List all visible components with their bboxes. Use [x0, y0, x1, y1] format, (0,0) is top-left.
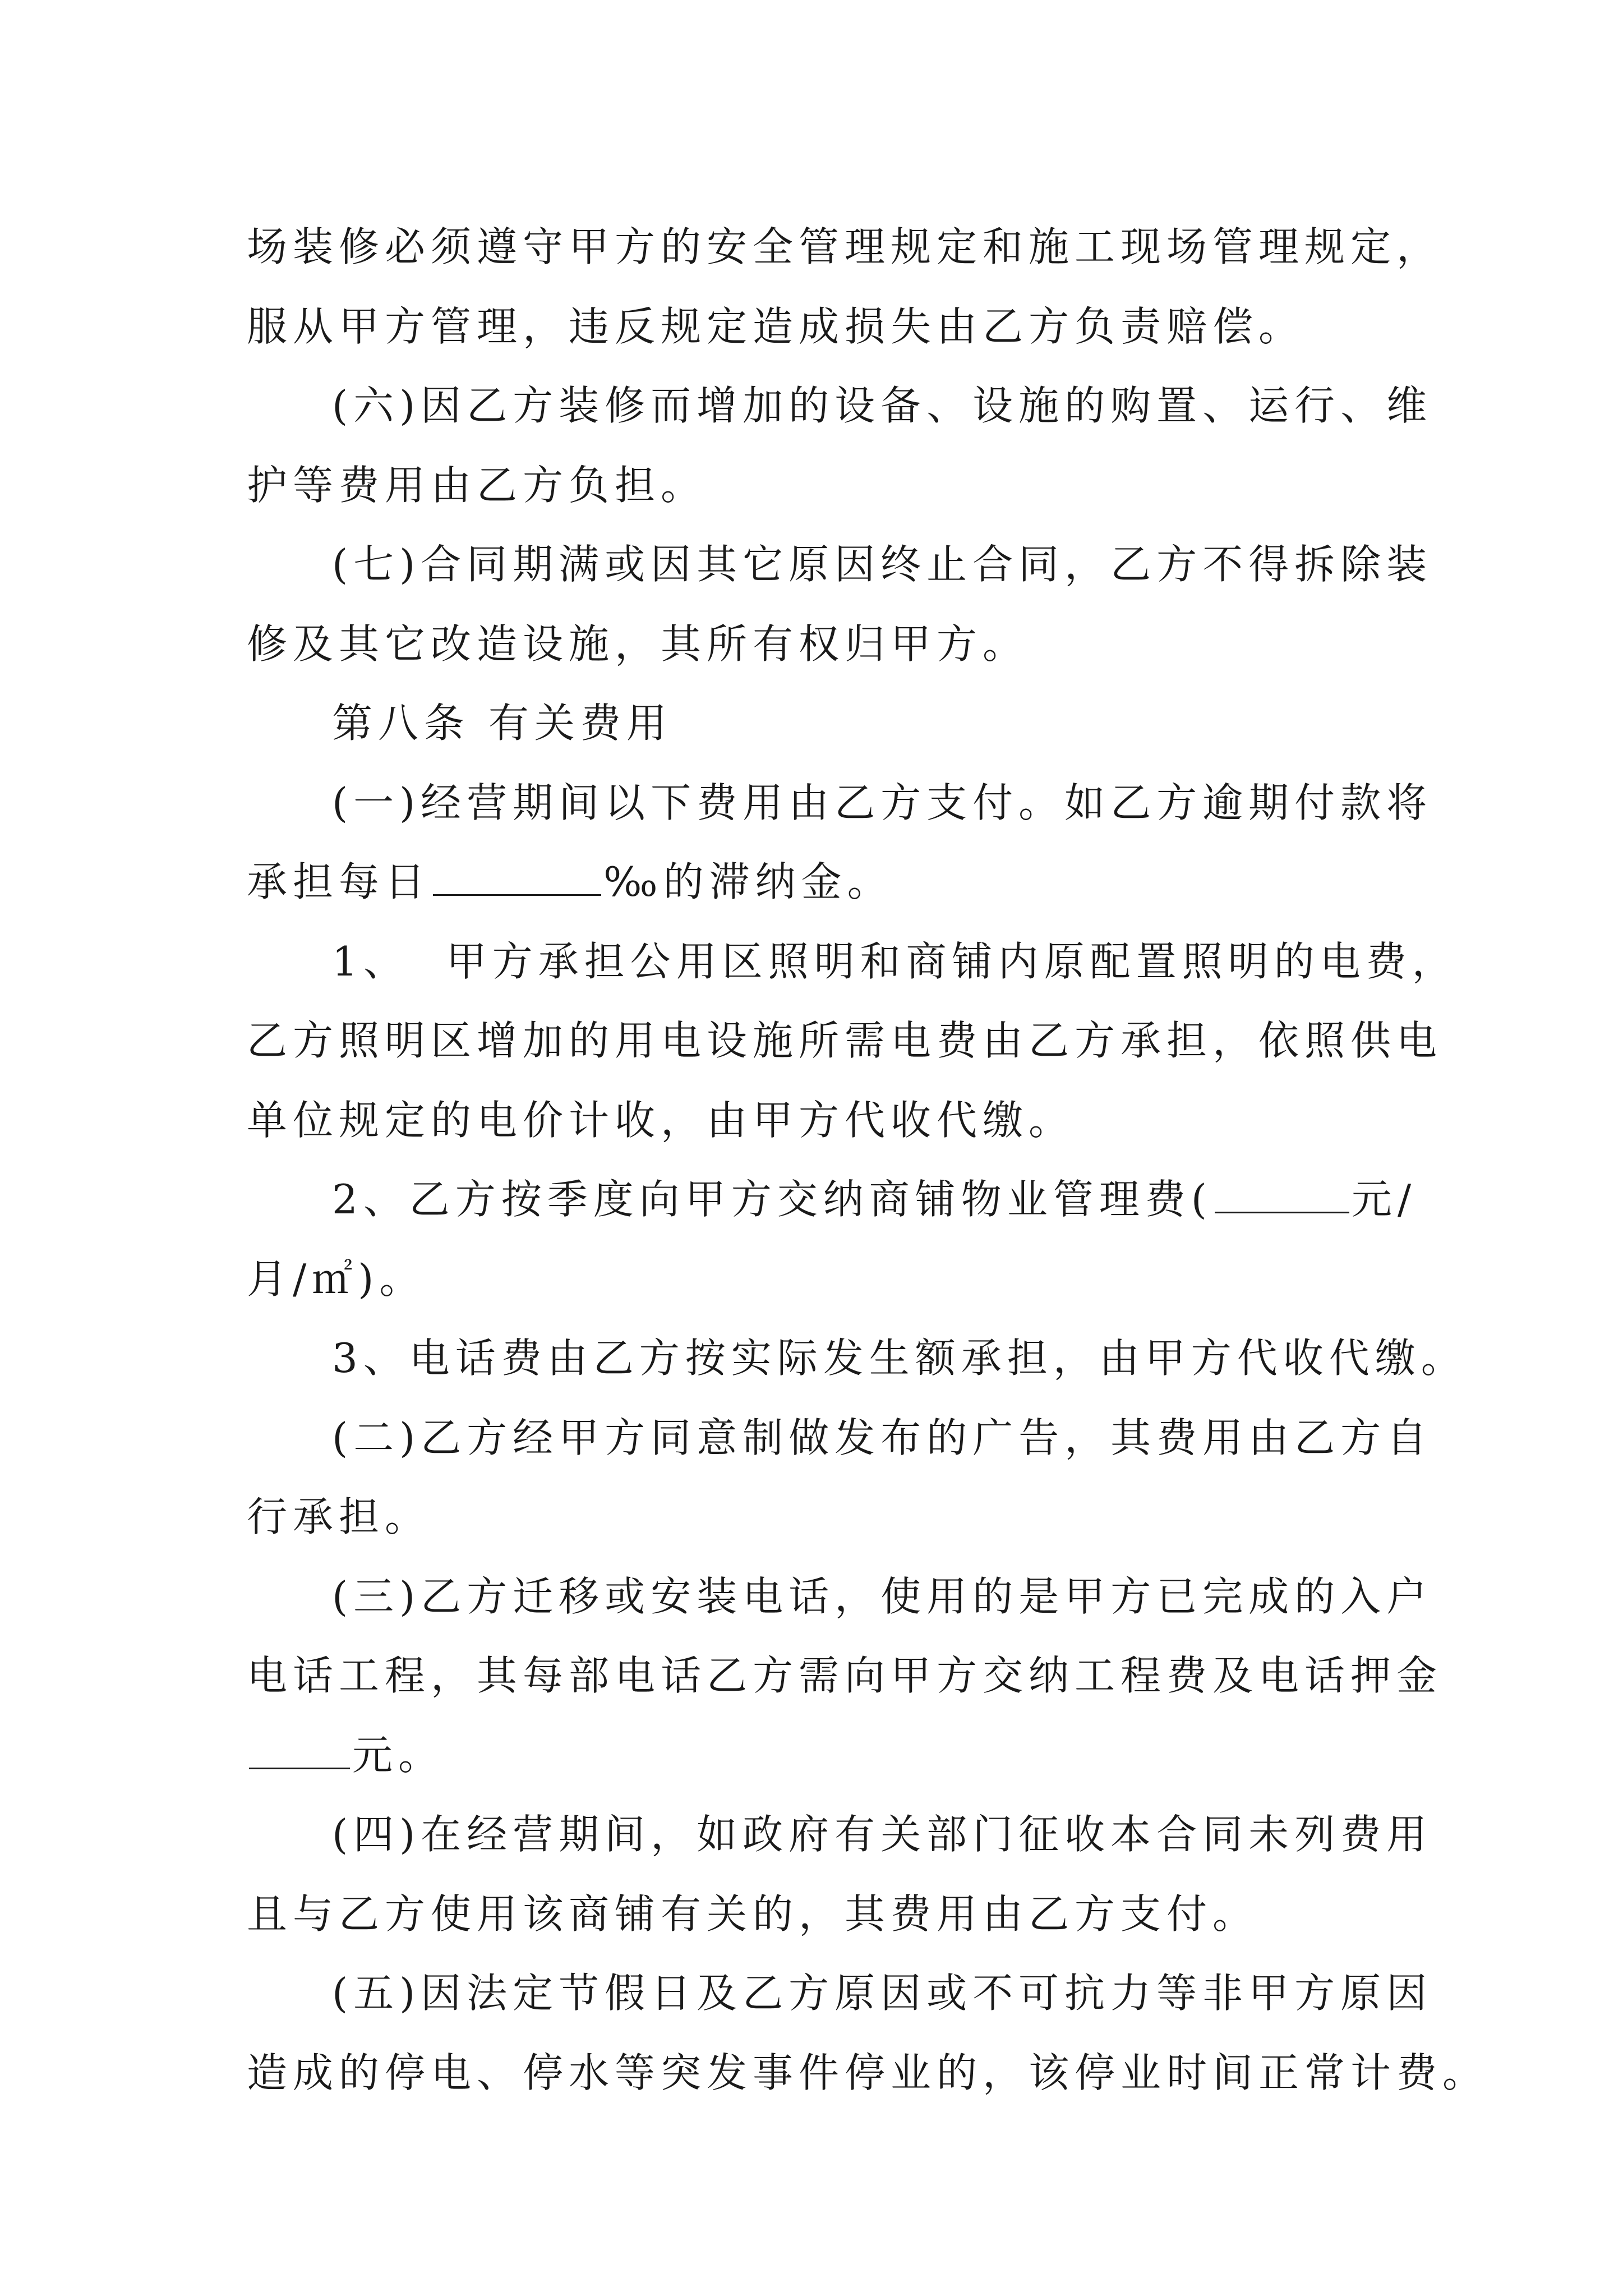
text-line: 乙方照明区增加的用电设施所需电费由乙方承担，依照供电	[247, 1017, 1443, 1064]
document-body	[247, 208, 1489, 2113]
item-three: 3、电话费由乙方按实际发生额承担，由甲方代收代缴。	[332, 1335, 1467, 1382]
clause-one: (一)经营期间以下费用由乙方支付。如乙方逾期付款将	[332, 779, 1433, 826]
text-line: 且与乙方使用该商铺有关的，其费用由乙方支付。	[247, 1890, 1259, 1938]
clause-five: (五)因法定节假日及乙方原因或不可抗力等非甲方原因	[332, 1970, 1433, 2017]
text-segment: 元。	[352, 1731, 445, 1779]
item-two	[247, 1160, 1417, 1240]
item-one: 1、 甲方承担公用区照明和商铺内原配置照明的电费，	[332, 937, 1458, 985]
text-line: 电话工程，其每部电话乙方需向甲方交纳工程费及电话押金	[247, 1652, 1443, 1699]
clause-seven: (七)合同期满或因其它原因终止合同，乙方不得拆除装	[332, 541, 1433, 588]
text-segment: ‰的滞纳金。	[603, 858, 893, 905]
text-line: 服从甲方管理，违反规定造成损失由乙方负责赔偿。	[247, 302, 1305, 350]
text-segment: 2、乙方按季度向甲方交纳商铺物业管理费(	[332, 1176, 1212, 1223]
clause-four: (四)在经营期间，如政府有关部门征收本合同未列费用	[332, 1811, 1433, 1858]
text-line-with-blank	[247, 843, 1391, 922]
text-line-with-blank	[247, 1716, 1391, 1796]
fill-in-blank	[433, 859, 601, 896]
text-line: 月/㎡)。	[247, 1255, 426, 1303]
text-segment: 元/	[1351, 1176, 1417, 1223]
text-line: 护等费用由乙方负担。	[247, 461, 707, 509]
text-line: 造成的停电、停水等突发事件停业的，该停业时间正常计费。	[247, 2049, 1489, 2096]
clause-three: (三)乙方迁移或安装电话，使用的是甲方已完成的入户	[332, 1572, 1433, 1620]
article-eight-heading: 第八条 有关费用	[332, 700, 672, 747]
fill-in-blank	[1215, 1177, 1349, 1213]
clause-six: (六)因乙方装修而增加的设备、设施的购置、运行、维	[332, 382, 1433, 429]
text-line: 单位规定的电价计收，由甲方代收代缴。	[247, 1096, 1075, 1144]
clause-two: (二)乙方经甲方同意制做发布的广告，其费用由乙方自	[332, 1414, 1433, 1461]
fill-in-blank	[249, 1733, 350, 1769]
text-line: 修及其它改造设施，其所有权归甲方。	[247, 620, 1029, 668]
text-segment: 承担每日	[247, 858, 431, 905]
text-line: 场装修必须遵守甲方的安全管理规定和施工现场管理规定，	[247, 223, 1443, 270]
text-line: 行承担。	[247, 1493, 431, 1540]
